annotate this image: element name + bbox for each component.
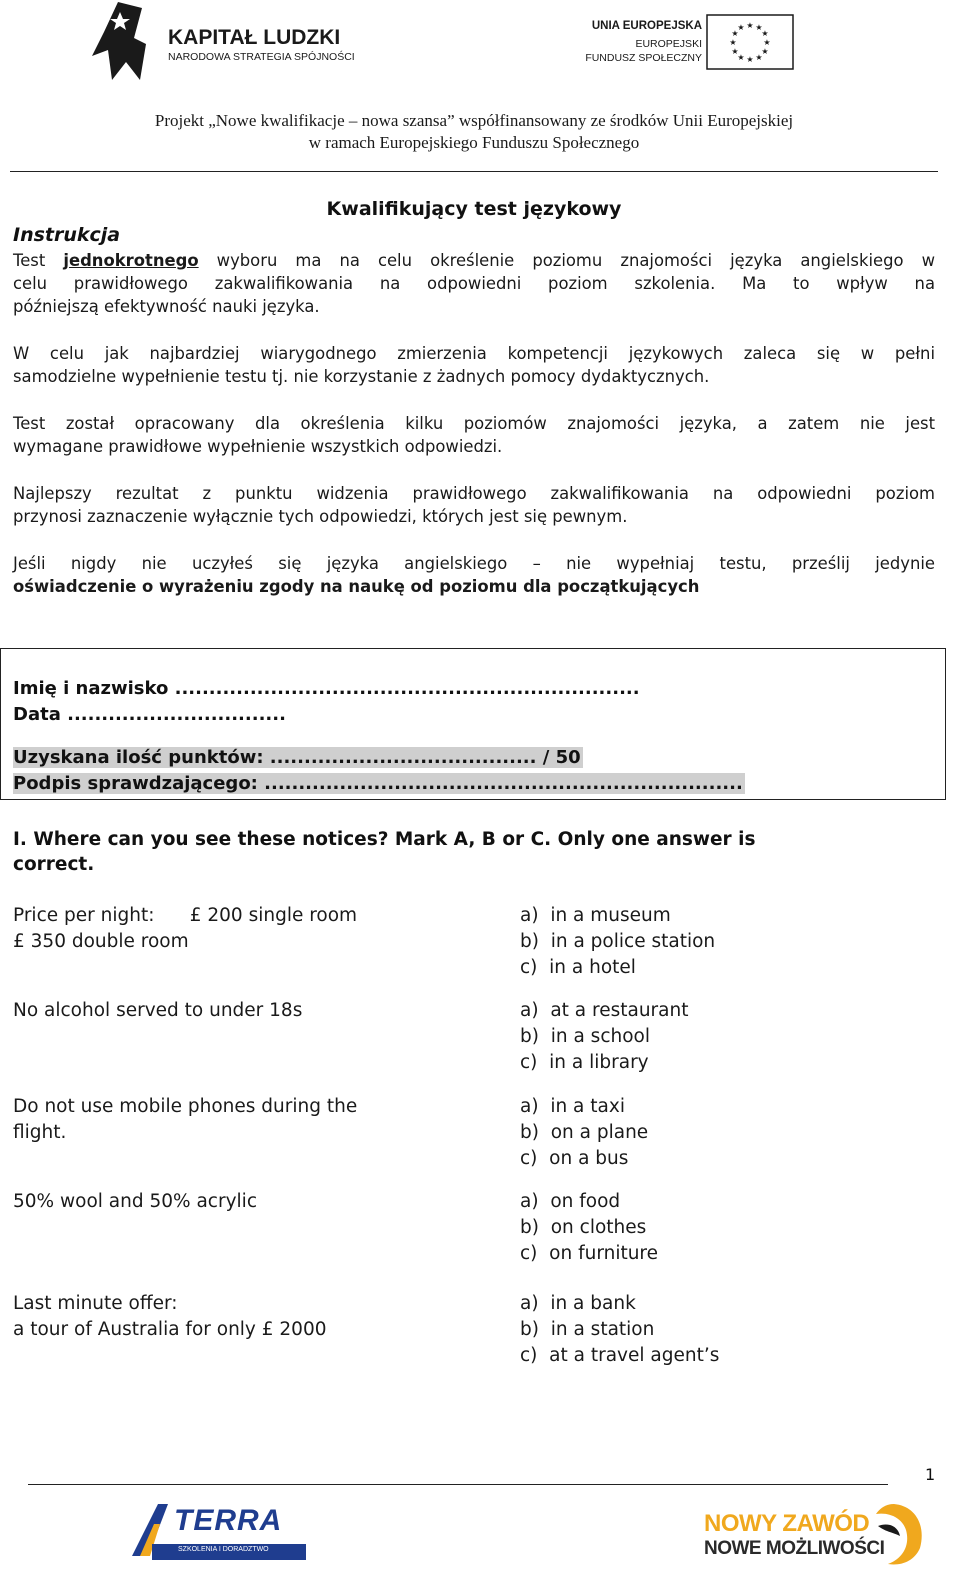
instruction-paragraph-3 — [13, 412, 935, 458]
answer-option[interactable]: c) on a bus — [520, 1148, 629, 1169]
notice-text: No alcohol served to under 18s — [13, 1000, 303, 1021]
svg-text:★: ★ — [731, 47, 739, 56]
eu-line3: FUNDUSZ SPOŁECZNY — [585, 52, 702, 64]
nowy-zawod-logo — [700, 1496, 930, 1568]
paragraph-line-bold: oświadczenie o wyrażeniu zgody na naukę od poziomu dla początkujących — [13, 577, 700, 596]
question-4 — [13, 1189, 943, 1269]
instruction-heading: Instrukcja — [13, 224, 121, 246]
answer-option[interactable]: a) in a bank — [520, 1293, 636, 1314]
answer-option[interactable]: a) in a taxi — [520, 1096, 625, 1117]
svg-text:★: ★ — [737, 53, 745, 62]
eu-flag-icon — [706, 14, 794, 70]
answer-option[interactable]: a) in a museum — [520, 905, 671, 926]
question-3 — [13, 1094, 943, 1174]
paragraph-line: wymagane prawidłowe wypełnienie wszystkich odpowiedzi. — [13, 437, 503, 456]
answer-options — [520, 1094, 648, 1172]
paragraph-line: Jeśli nigdy nie uczyłeś się języka angielskiego – nie wypełniaj testu, prześlij jedynie — [13, 554, 935, 573]
footer-divider — [28, 1484, 888, 1485]
section-i-heading: I. Where can you see these notices? Mark A, B or C. Only one answer is correct. — [13, 829, 756, 875]
kapital-ludzki-emblem-icon — [90, 0, 150, 84]
paragraph-line: samodzielne wypełnienie testu tj. nie korzystanie z żadnych pomocy dydaktycznych. — [13, 367, 710, 386]
paragraph-line: Test został opracowany dla określenia kilku poziomów znajomości języka, a zatem nie jest — [13, 414, 935, 433]
answer-option[interactable]: c) on furniture — [520, 1243, 659, 1264]
answer-option[interactable]: c) in a library — [520, 1052, 649, 1073]
instruction-paragraph-4 — [13, 482, 935, 528]
instruction-paragraph-2 — [13, 342, 935, 388]
paragraph-line: późniejszą efektywność nauki języka. — [13, 297, 320, 316]
answer-option[interactable]: b) on a plane — [520, 1122, 649, 1143]
nowy-zawod-line1: NOWY ZAWÓD — [704, 1510, 870, 1537]
paragraph-line: Test jednokrotnego wyboru ma na celu określenie poziomu znajomości języka angielskiego w — [13, 251, 935, 270]
question-1 — [13, 903, 943, 983]
answer-option[interactable]: b) in a police station — [520, 931, 716, 952]
svg-text:★: ★ — [755, 23, 763, 32]
nowy-zawod-line2: NOWE MOŻLIWOŚCI — [704, 1538, 885, 1559]
paragraph-line: przynosi zaznaczenie wyłącznie tych odpowiedzi, których jest się pewnym. — [13, 507, 628, 526]
notice-text: Do not use mobile phones during the flight. — [13, 1096, 358, 1143]
svg-text:★: ★ — [731, 29, 739, 38]
header-divider — [10, 171, 938, 172]
kapital-ludzki-title: KAPITAŁ LUDZKI — [168, 26, 341, 49]
svg-text:★: ★ — [737, 23, 745, 32]
svg-text:★: ★ — [763, 38, 771, 47]
page-title: Kwalifikujący test językowy — [326, 198, 622, 220]
question-5 — [13, 1291, 943, 1371]
notice-text: Price per night: £ 200 single room £ 350 double room — [13, 905, 358, 952]
svg-text:★: ★ — [729, 38, 737, 47]
answer-options — [520, 1189, 658, 1267]
svg-text:★: ★ — [746, 21, 754, 30]
answer-option[interactable]: c) at a travel agent’s — [520, 1345, 720, 1366]
date-field[interactable]: Data ................................ — [13, 704, 286, 725]
question-2 — [13, 998, 943, 1078]
answer-option[interactable]: c) in a hotel — [520, 957, 636, 978]
notice-text: Last minute offer: a tour of Australia for only £ 2000 — [13, 1293, 327, 1340]
answer-option[interactable]: b) in a school — [520, 1026, 650, 1047]
answer-option[interactable]: b) in a station — [520, 1319, 655, 1340]
paragraph-line: celu prawidłowego zakwalifikowania na odpowiedni poziom szkolenia. Ma to wpływ na — [13, 274, 935, 293]
terra-logo — [128, 1500, 306, 1562]
answer-option[interactable]: a) on food — [520, 1191, 621, 1212]
paragraph-line: Najlepszy rezultat z punktu widzenia prawidłowego zakwalifikowania na odpowiedni poziom — [13, 484, 935, 503]
svg-text:★: ★ — [746, 55, 754, 64]
eu-logo — [580, 14, 795, 70]
page-number: 1 — [925, 1465, 936, 1484]
swallow-bird-icon — [858, 1496, 930, 1568]
underlined-word: jednokrotnego — [63, 251, 199, 270]
answer-options — [520, 1291, 719, 1369]
project-line-2: w ramach Europejskiego Funduszu Społecznego — [308, 133, 640, 152]
eu-line2: EUROPEJSKI — [635, 38, 702, 50]
signature-field[interactable]: Podpis sprawdzającego: ...................................................................... — [13, 773, 743, 794]
eu-line1: UNIA EUROPEJSKA — [591, 20, 702, 32]
svg-text:★: ★ — [761, 29, 769, 38]
terra-subtitle: SZKOLENIA I DORADZTWO — [178, 1546, 269, 1553]
answer-option[interactable]: b) on clothes — [520, 1217, 647, 1238]
answer-options — [520, 903, 715, 981]
kapital-ludzki-subtitle: NARODOWA STRATEGIA SPÓJNOŚCI — [168, 51, 355, 63]
svg-text:★: ★ — [755, 53, 763, 62]
project-line-1: Projekt „Nowe kwalifikacje – nowa szansa” współfinansowany ze środków Unii Europejskiej — [154, 111, 794, 130]
instruction-paragraph-1 — [13, 249, 935, 318]
paragraph-line: W celu jak najbardziej wiarygodnego zmierzenia kompetencji językowych zaleca się w pełni — [13, 344, 935, 363]
answer-options — [520, 998, 688, 1076]
answer-option[interactable]: a) at a restaurant — [520, 1000, 689, 1021]
kapital-ludzki-logo — [90, 0, 365, 84]
svg-text:★: ★ — [761, 47, 769, 56]
terra-title: TERRA — [174, 1504, 283, 1537]
name-field[interactable]: Imię i nazwisko .................................................................... — [13, 678, 640, 699]
notice-text: 50% wool and 50% acrylic — [13, 1191, 257, 1212]
points-field[interactable]: Uzyskana ilość punktów: ....................................... / 50 — [13, 747, 581, 768]
instruction-paragraph-5 — [13, 552, 935, 598]
